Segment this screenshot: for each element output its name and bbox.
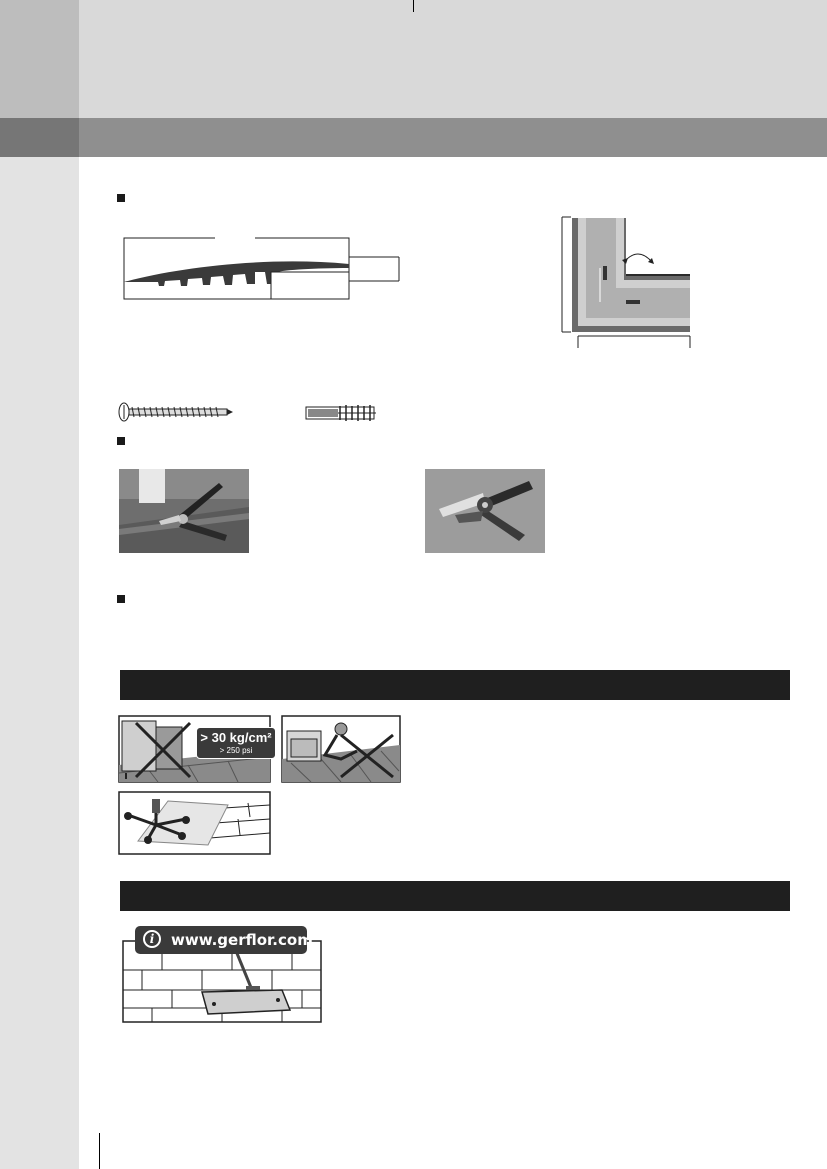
crop-mark-bottom — [99, 1133, 100, 1169]
office-chair-mat-pictogram — [118, 791, 271, 855]
cutting-tool-photo — [425, 469, 545, 553]
header-top-band — [0, 0, 827, 118]
website-url-badge[interactable] — [135, 926, 313, 954]
side-margin-strip — [0, 157, 79, 1169]
load-limit-badge — [196, 727, 276, 759]
header-corner-tab — [0, 0, 79, 118]
square-bullet-icon — [117, 437, 125, 445]
wall-plug-icon — [304, 402, 378, 424]
header-bar-tab — [0, 118, 79, 157]
load-limit-value: > 30 kg/cm² — [200, 730, 272, 745]
profile-cross-section-diagram — [115, 228, 410, 300]
corner-mitre-diagram — [556, 214, 696, 352]
screw-icon — [118, 402, 234, 422]
header-title-bar — [0, 118, 827, 157]
square-bullet-icon — [117, 595, 125, 603]
maintenance-heading-band — [120, 881, 790, 911]
load-limit-psi: > 250 psi — [219, 746, 253, 755]
precautions-heading-band — [120, 670, 790, 700]
cutting-tool-on-floor-photo — [119, 469, 249, 553]
info-icon: i — [143, 930, 161, 948]
website-url-link[interactable]: www.gerflor.com — [171, 931, 313, 949]
crop-mark-top — [413, 0, 414, 12]
square-bullet-icon — [117, 194, 125, 202]
no-dragging-pictogram — [281, 715, 401, 783]
